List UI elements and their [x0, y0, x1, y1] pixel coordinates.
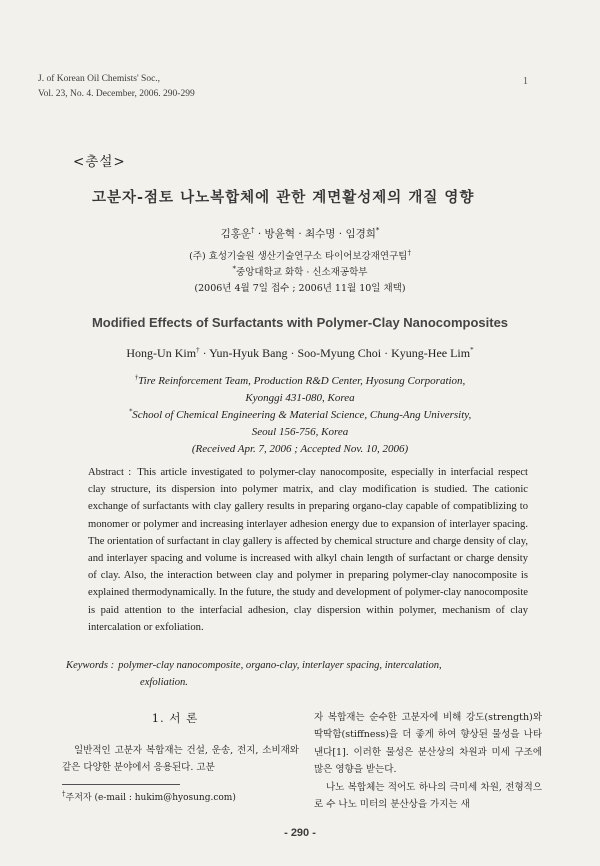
footnote [62, 790, 236, 803]
affiliation-en-1: †Tire Reinforcement Team, Production R&D Center, Hyosung Corporation, [134, 373, 466, 387]
received-date-en: (Received Apr. 7, 2006 ; Accepted Nov. 10, 2006) [191, 443, 409, 455]
keywords-line1: polymer-clay nanocomposite, organo-clay, interlayer spacing, intercalation, [118, 660, 442, 671]
journal-citation [38, 72, 195, 102]
top-page-number: 1 [523, 76, 528, 87]
corresponding-mark: † [251, 226, 255, 235]
journal-volume: Vol. 23, No. 4. December, 2006. 290-299 [38, 89, 195, 99]
keywords-line2: exfoliation. [140, 677, 188, 688]
footnote-text: 주저자 (e-mail : hukim@hyosung.com) [65, 793, 236, 803]
abstract-text: This article investigated to polymer-clay nanocomposite, especially in interfacial respect clay structure, its dispersion into polymer matrix, and clay modification is studied. The cationic exchange of surfactants with clay gallery results in preparing organo-clay capable of compatiblizing to monomer or polymer and increasing interlayer adhesion energy due to expansion of interlayer spacing. The orientation of surfactant in clay gallery is affected by chemical structure and charge density of clay, and interlayer spacing and volume is increased with alkyl chain length of surfactant or charge density of clay. Also, the interaction between clay and polymer in preparing polymer-clay nanocomposite is explained thermodynamically. In the future, the study and development of polymer-clay nanocomposite is paid attention to the interfacial adhesion, clay dispersion within polymer, mechanism of clay intercalation or exfoliation. [88, 467, 528, 633]
abstract [88, 464, 528, 636]
bottom-page-number: - 290 - [284, 827, 316, 839]
body-right-column [314, 709, 542, 813]
english-title: Modified Effects of Surfactants with Polymer-Clay Nanocomposites [91, 315, 509, 330]
article-type-tag: <총설> [73, 154, 126, 170]
section-heading-introduction: 1. 서 론 [151, 711, 199, 725]
affiliation-en-2: Kyonggi 431-080, Korea [245, 392, 355, 404]
korean-affiliations [0, 249, 600, 297]
journal-name: J. of Korean Oil Chemists' Soc., [38, 74, 161, 84]
author-first: 김홍운 [220, 228, 252, 240]
affiliation-en-4: Seoul 156-756, Korea [251, 426, 349, 438]
affiliation-mark: * [375, 226, 380, 235]
received-date-ko: (2006년 4월 7일 접수 ; 2006년 11월 10일 채택) [194, 283, 406, 294]
english-affiliations [0, 373, 600, 458]
korean-title: 고분자-점토 나노복합체에 관한 계면활성제의 개질 영향 [92, 189, 475, 206]
intro-paragraph-left: 일반적인 고분자 복합재는 건설, 운송, 전지, 소비재와 같은 다양한 분야에서 응용된다. 고분 [62, 745, 299, 773]
footnote-divider [62, 784, 180, 785]
footnote-mark: † [62, 790, 66, 798]
english-authors: Hong-Un Kim† · Yun-Hyuk Bang · Soo-Myung Choi · Kyung-Hee Lim* [126, 346, 474, 360]
intro-paragraph-right-2: 나노 복합체는 적어도 하나의 극미세 차원, 전형적으로 수 나노 미터의 분산상을 가지는 새 [314, 781, 542, 811]
affiliation-ko-2: *중앙대학교 화학 · 신소재공학부 [232, 264, 368, 278]
author-rest: · 방윤혁 · 최수명 · 임경희 [254, 228, 376, 240]
affiliation-en-3: *School of Chemical Engineering & Material Science, Chung-Ang University, [128, 407, 472, 421]
affiliation-ko-1: (주) 효성기술원 생산기술연구소 타이어보강재연구팀† [189, 248, 411, 262]
abstract-label: Abstract : [88, 467, 132, 478]
keywords [66, 657, 536, 691]
intro-paragraph-right-1: 자 복합재는 순수한 고분자에 비해 강도(strength)와 딱딱함(stiffness)을 더 좋게 하여 향상된 물성을 나타낸다[1]. 이러한 물성은 분산상의 차원과 미세 구조에 많은 영향을 받는다. [314, 712, 542, 776]
body-left-column [62, 742, 299, 776]
korean-authors [0, 226, 600, 241]
keywords-label: Keywords : [66, 660, 115, 671]
